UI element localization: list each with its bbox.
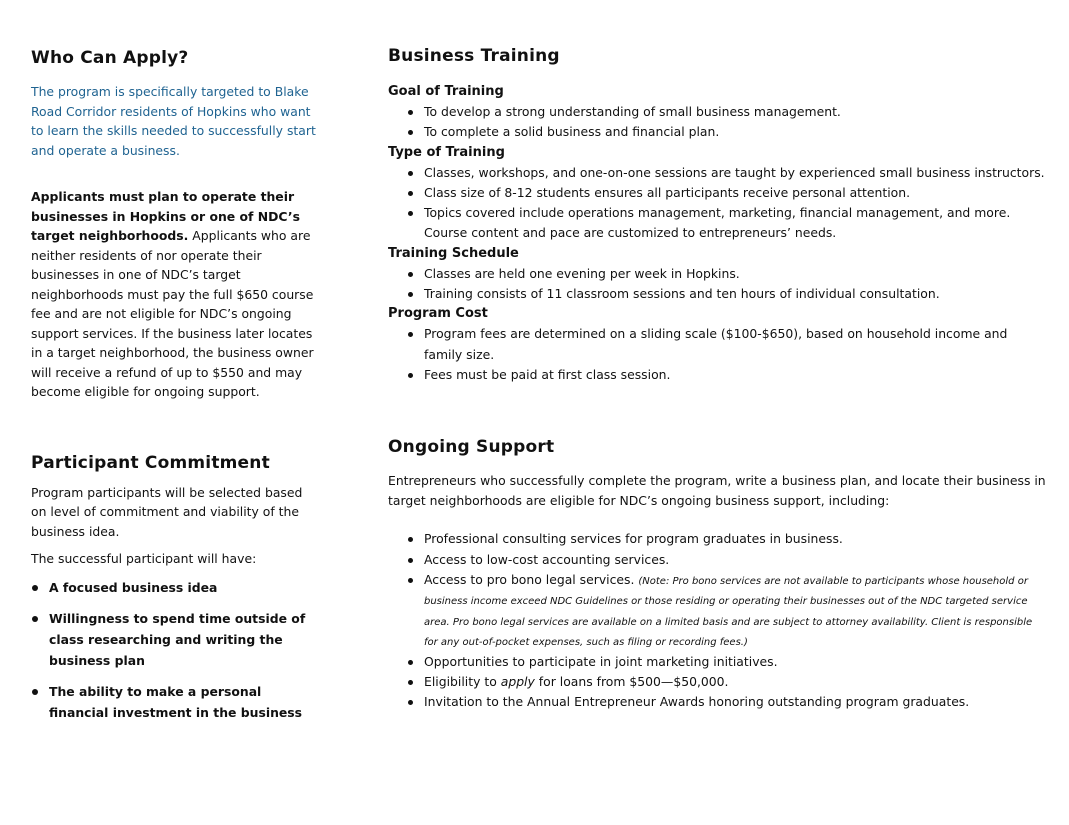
list-item: Program fees are determined on a sliding scale ($100-$650), based on household income and family size. [388,324,1048,365]
type-list [388,163,1048,244]
list-item: Classes are held one evening per week in Hopkins. [388,264,1048,284]
right-column [388,46,1048,713]
training-schedule-heading: Training Schedule [388,245,519,261]
applicant-requirements-bold: Applicants must plan to operate their businesses in Hopkins or one of NDC’s target neighborhoods. [31,189,301,243]
loan-text-post: for loans from $500—$50,000. [534,674,729,690]
training-sections [388,82,1048,385]
participant-commitment-heading: Participant Commitment [31,452,270,473]
goal-list [388,102,1048,143]
list-item: The ability to make a personal financial investment in the business [31,681,321,723]
list-item [388,672,1048,692]
list-item: Professional consulting services for program graduates in business. [388,529,1048,549]
ongoing-support-heading: Ongoing Support [388,437,555,458]
list-item: To complete a solid business and financial plan. [388,122,1048,142]
business-training-heading: Business Training [388,46,560,66]
list-item: Willingness to spend time outside of class researching and writing the business plan [31,608,321,671]
list-item: Opportunities to participate in joint marketing initiatives. [388,652,1048,672]
list-item: Topics covered include operations management, marketing, financial management, and more. Course content and pace are customized to entrepreneurs’ needs. [388,203,1048,244]
applicant-requirements [31,187,321,402]
list-item [388,570,1048,652]
list-item: Access to low-cost accounting services. [388,550,1048,570]
who-can-apply-intro: The program is specifically targeted to Blake Road Corridor residents of Hopkins who want to learn the skills needed to successfully start and operate a business. [31,84,316,158]
ongoing-support-intro: Entrepreneurs who successfully complete the program, write a business plan, and locate their business in target neighborhoods are eligible for NDC’s ongoing business support, including: [388,473,1046,508]
list-item: Fees must be paid at first class session. [388,365,1048,385]
schedule-list [388,264,1048,305]
commitment-intro: Program participants will be selected based on level of commitment and viability of the business idea. [31,484,303,539]
list-item: Class size of 8-12 students ensures all participants receive personal attention. [388,183,1048,203]
loan-text-pre: Eligibility to [424,674,501,690]
list-item: Invitation to the Annual Entrepreneur Awards honoring outstanding program graduates. [388,692,1048,712]
qualities-list [31,577,321,723]
program-cost-heading: Program Cost [388,306,488,322]
list-item: Training consists of 11 classroom sessions and ten hours of individual consultation. [388,284,1048,304]
applicant-requirements-detail: Applicants who are neither residents of nor operate their businesses in one of NDC’s target neighborhoods must pay the full $650 course fee and are not eligible for NDC’s ongoing support services. If the business later locates in a target neighborhood, the business owner will receive a refund of up to $550 and may become eligible for ongoing support. [31,228,314,399]
support-list [388,529,1048,712]
pro-bono-text: Access to pro bono legal services. [424,571,639,587]
goal-of-training-heading: Goal of Training [388,84,504,99]
list-item: A focused business idea [31,577,321,598]
pro-bono-note: (Note: Pro bono services are not available to participants whose household or business income exceed NDC Guidelines or those residing or operating their businesses out of the NDC targeted service area. Pro bono legal services are available on a limited basis and are subject to attorney availability. Client is responsible for any out-of-pocket expenses, such as filing or recording fees.) [424,575,1033,649]
list-item: Classes, workshops, and one-on-one sessions are taught by experienced small business instructors. [388,163,1048,183]
type-of-training-heading: Type of Training [388,144,505,160]
loan-text-apply: apply [500,674,535,690]
who-can-apply-heading: Who Can Apply? [31,48,189,68]
commitment-lead-in: The successful participant will have: [31,551,257,566]
cost-list [388,324,1048,385]
left-column [31,48,321,733]
list-item: To develop a strong understanding of small business management. [388,102,1048,122]
